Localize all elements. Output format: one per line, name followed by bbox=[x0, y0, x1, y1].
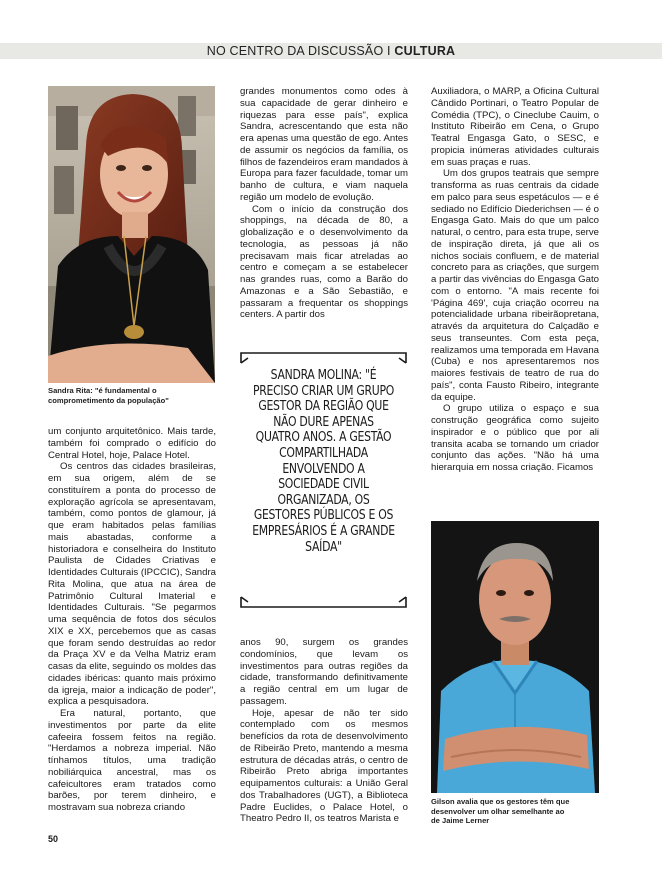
article-column-1 bbox=[48, 426, 216, 814]
paragraph: anos 90, surgem os grandes condomínios, que levam os investimentos para outras regiões da cidade, transformando definitivamente a região central em um lugar de passagem. bbox=[240, 637, 408, 707]
section-header bbox=[0, 43, 662, 59]
pull-quote: SANDRA MOLINA: "É PRECISO CRIAR UM GRUPO GESTOR DA REGIÃO QUE NÃO DURE APENAS QUATRO ANOS. A GESTÃO COMPARTILHADA ENVOLVENDO A SOCIEDADE CIVIL ORGANIZADA, OS GESTORES PÚBLICOS E OS EMPRESÁRIOS É A GRANDE SAÍDA" bbox=[252, 368, 395, 555]
page-number: 50 bbox=[48, 834, 59, 844]
article-column-2-top bbox=[240, 86, 408, 321]
photo-gilson-caption: Gilson avalia que os gestores têm que desenvolver um olhar semelhante ao de Jaime Lerner bbox=[431, 797, 570, 825]
paragraph: Era natural, portanto, que investimentos por parte da elite cafeeira fossem feitos na região. "Herdamos a nobreza imperial. Não tínhamos títulos, uma tradição nobiliárquica ancestral, mas os cafeicultores eram tratados como barões, por terem dinheiro, e mostravam sua nobreza criando bbox=[48, 708, 216, 813]
paragraph: grandes monumentos como odes à sua capacidade de gerar dinheiro e riquezas para esse país", explica Sandra, acrescentando que esta não era apenas uma questão de ego. Antes de assumir os negócios da família, os filhos de fazendeiros eram mandados à Europa para fazer faculdade, tomar um banho de cultura, e viam naquela região um modelo de evolução. bbox=[240, 86, 408, 203]
photo-sandra bbox=[48, 86, 215, 383]
paragraph: O grupo utiliza o espaço e sua construção geográfica como sujeito inspirador e o público que por ali transita acaba se tornando um criador conjunto das ações. "Não há uma hierarquia em nossa criação. Ficamos bbox=[431, 403, 599, 473]
article-column-2-bottom bbox=[240, 637, 408, 825]
section-category: CULTURA bbox=[394, 44, 456, 58]
paragraph: Um dos grupos teatrais que sempre transforma as ruas centrais da cidade em palco para seus espetáculos — e é sediado no Edifício Diederichsen — é o Engasga Gato. Mais do que um palco natural, o centro, para esta trupe, serve de inspiração direta, já que ali os nichos sociais confluem, e de material concreto para as criações, que surgem a partir das vivências do Engasga Gato com o entorno. "A mais recente foi 'Página 469', cuja criação ocorreu na potencialidade urbana ribeirãopretana, através da arquitetura do Calçadão e seus transeuntes. Com esta peça, realizamos uma temporada em Havana (Cuba) e nos apresentaremos nos maiores festivais de teatro de rua do país", conta Fausto Ribeiro, integrante da equipe. bbox=[431, 168, 599, 403]
paragraph: Os centros das cidades brasileiras, em sua origem, além de se constituírem a ponta do processo de exploração agrícola se apresentavam, também, como pontos de glamour, já que eram habitados pelas famílias mais abastadas, conforme a historiadora e conselheira do Instituto Paulista de Cidades Criativas e Identidades Culturais (IPCCIC), Sandra Rita Molina, que atua na área de Patrimônio Cultural Imaterial e Identidades Culturais. "Se pegarmos uma sequência de fotos dos séculos XIX e XX, percebemos que as casas que foram sendo destruídas ao redor da Praça XV e da Velha Matriz eram casas da elite, seguindo os moldes das cidades ibéricas: quanto mais próximo da igreja, maior a indicação de poder", explica a pesquisadora. bbox=[48, 461, 216, 708]
section-title: NO CENTRO DA DISCUSSÃO I bbox=[206, 44, 395, 58]
photo-sandra-caption: Sandra Rita: "é fundamental o comprometimento da população" bbox=[48, 386, 169, 405]
photo-gilson bbox=[431, 521, 599, 793]
article-column-3 bbox=[431, 86, 599, 474]
paragraph: um conjunto arquitetônico. Mais tarde, também foi comprado o edifício do Central Hotel, hoje, Palace Hotel. bbox=[48, 426, 216, 461]
paragraph: Auxiliadora, o MARP, a Oficina Cultural Cândido Portinari, o Teatro Popular de Comédia (TPC), o Cineclube Cauim, o Instituto Ribeirão em Cena, o Grupo Teatral Engasga Gato, o SESC, e propicia inúmeras atividades culturais em suas praças e ruas. bbox=[431, 86, 599, 168]
paragraph: Com o início da construção dos shoppings, na década de 80, a globalização e o desenvolvimento da tecnologia, as pessoas já não precisavam mais ficar atreladas ao centro e começam a se estabelecer nas grandes ruas, como a Barão do Amazonas e a São Sebastião, e passaram a frequentar os shoppings centers. A partir dos bbox=[240, 203, 408, 321]
paragraph: Hoje, apesar de não ter sido contemplado com os mesmos benefícios da rota de desenvolvimento de Ribeirão Preto, mantendo a mesma estrutura de décadas atrás, o centro de Ribeirão Preto abriga importantes equipamentos culturais: a União Geral dos Trabalhadores (UGT), a Biblioteca Padre Euclides, o Palace Hotel, o Theatro Pedro II, os teatros Marista e bbox=[240, 707, 408, 825]
